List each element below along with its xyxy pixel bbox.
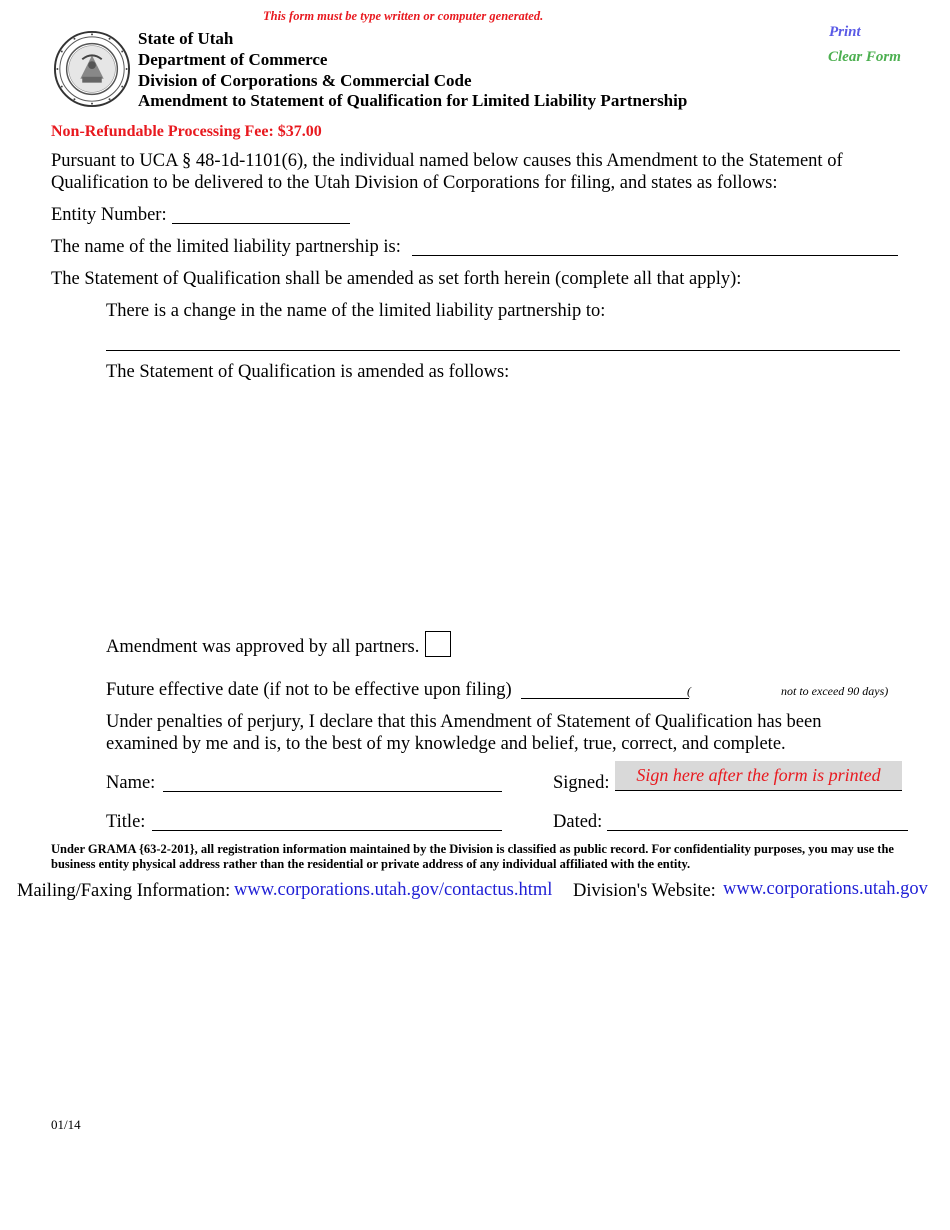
- header-state: State of Utah: [138, 29, 234, 48]
- future-date-paren: (: [687, 684, 691, 698]
- dated-label: Dated:: [553, 812, 603, 832]
- approved-by-partners-checkbox[interactable]: [425, 631, 451, 657]
- header-department: Department of Commerce: [138, 50, 328, 69]
- amend-instructions: The Statement of Qualification shall be amended as set forth herein (complete all that apply):: [51, 269, 742, 289]
- dated-input[interactable]: [607, 810, 908, 831]
- signature-field[interactable]: Sign here after the form is printed: [615, 761, 902, 791]
- clear-form-button[interactable]: Clear Form: [828, 49, 901, 65]
- signed-label: Signed:: [553, 773, 610, 793]
- processing-fee: Non-Refundable Processing Fee: $37.00: [51, 123, 322, 140]
- form-revision-code: 01/14: [51, 1117, 81, 1132]
- future-date-limit-note: not to exceed 90 days): [781, 684, 889, 698]
- division-website-label: Division's Website:: [573, 881, 716, 901]
- name-input[interactable]: [163, 771, 502, 792]
- contact-us-link[interactable]: www.corporations.utah.gov/contactus.html: [234, 880, 553, 900]
- amended-as-follows-label: The Statement of Qualification is amended as follows:: [106, 362, 510, 382]
- title-label: Title:: [106, 812, 146, 832]
- mailing-info-label: Mailing/Faxing Information:: [17, 881, 231, 901]
- intro-line-2: Qualification to be delivered to the Utah Division of Corporations for filing, and states as follows:: [51, 173, 778, 193]
- future-effective-date-input[interactable]: [521, 678, 689, 699]
- perjury-line-1: Under penalties of perjury, I declare that this Amendment of Statement of Qualification has been: [106, 712, 822, 732]
- print-button[interactable]: Print: [829, 24, 861, 40]
- division-website-link[interactable]: www.corporations.utah.gov: [723, 879, 928, 899]
- llp-name-input[interactable]: [412, 235, 898, 256]
- future-effective-date-label: Future effective date (if not to be effective upon filing): [106, 680, 512, 700]
- approved-by-partners-label: Amendment was approved by all partners.: [106, 637, 420, 657]
- utah-state-seal-icon: [53, 30, 131, 108]
- intro-line-1: Pursuant to UCA § 48-1d-1101(6), the individual named below causes this Amendment to the Statement of: [51, 151, 843, 171]
- name-change-input[interactable]: [106, 330, 900, 351]
- entity-number-input[interactable]: [172, 203, 350, 224]
- llp-name-label: The name of the limited liability partnership is:: [51, 237, 401, 257]
- form-title: Amendment to Statement of Qualification for Limited Liability Partnership: [138, 91, 688, 110]
- name-change-label: There is a change in the name of the limited liability partnership to:: [106, 301, 606, 321]
- amendment-text-area[interactable]: [106, 390, 902, 624]
- perjury-line-2: examined by me and is, to the best of my knowledge and belief, true, correct, and complete.: [106, 734, 786, 754]
- name-label: Name:: [106, 773, 156, 793]
- title-input[interactable]: [152, 810, 502, 831]
- header-division: Division of Corporations & Commercial Code: [138, 71, 472, 90]
- grama-notice: Under GRAMA {63-2-201}, all registration information maintained by the Division is classified as public record. For confidentiality purposes, you may use the business entity physical address rather than the residential or private address of any individual affiliated with the entity.: [51, 842, 894, 871]
- entity-number-label: Entity Number:: [51, 205, 167, 225]
- type-written-notice: This form must be type written or computer generated.: [263, 9, 544, 23]
